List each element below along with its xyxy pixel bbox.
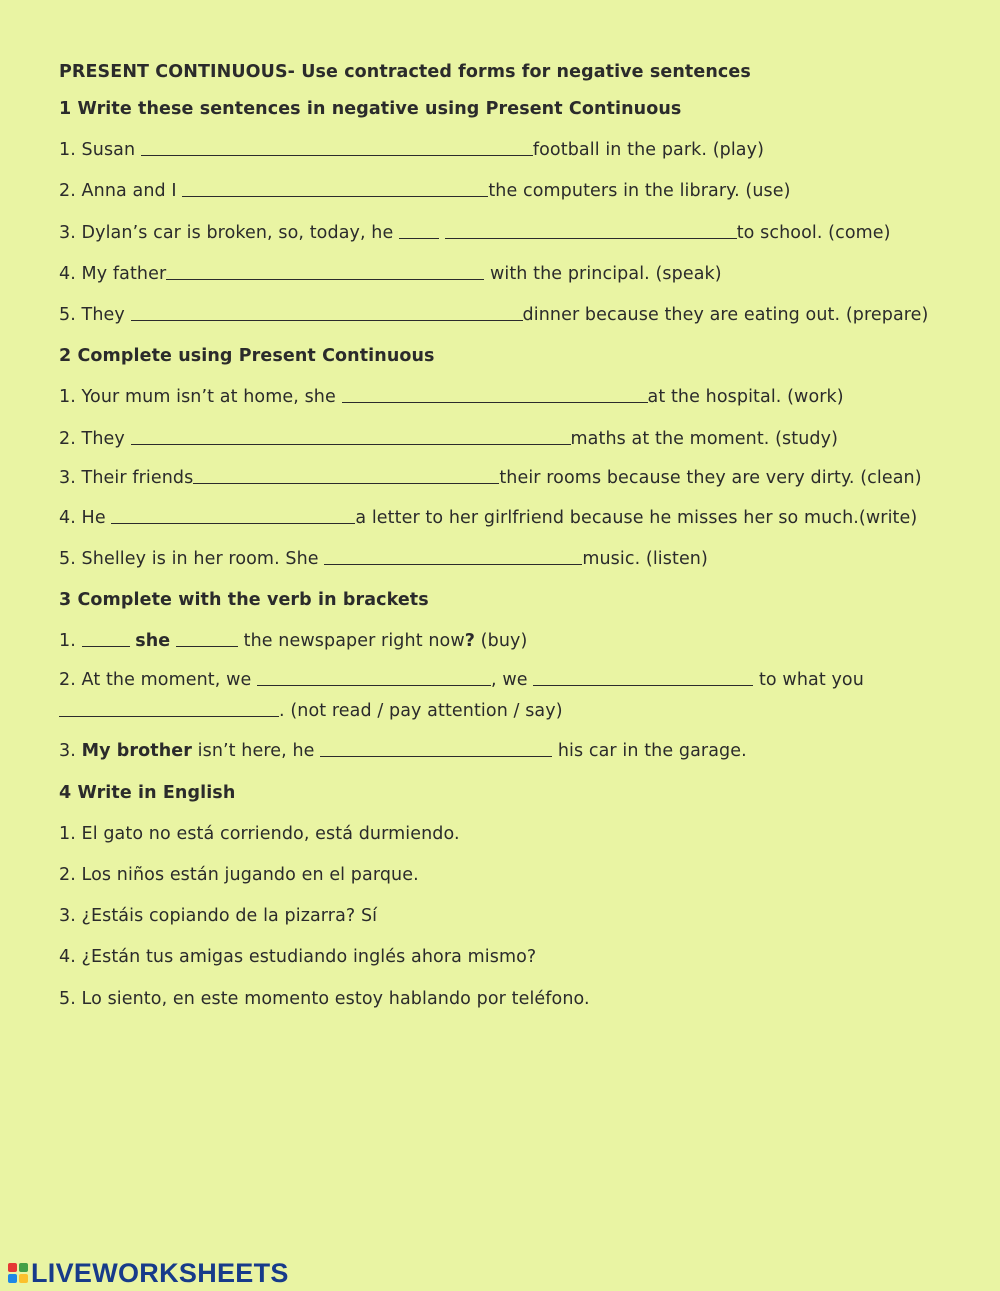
exercise-item: 4. My father with the principal. (speak) bbox=[59, 260, 959, 301]
translation-item: 3. ¿Estáis copiando de la pizarra? Sí bbox=[59, 906, 378, 927]
exercise-item: 5. They dinner because they are eating out. (prepare) bbox=[59, 301, 959, 342]
logo-text: LIVEWORKSHEETS bbox=[31, 1257, 289, 1288]
answer-blank[interactable] bbox=[59, 696, 279, 727]
answer-blank[interactable] bbox=[445, 219, 737, 247]
answer-blank[interactable] bbox=[320, 737, 552, 765]
exercise-item: 3. Dylan’s car is broken, so, today, he to school. (come) bbox=[59, 219, 959, 260]
logo-squares-icon bbox=[8, 1263, 28, 1283]
answer-blank[interactable] bbox=[324, 545, 582, 573]
page-title: PRESENT CONTINUOUS- Use contracted forms for negative sentences bbox=[59, 62, 751, 82]
exercise-item: 2. At the moment, we , we to what you. (not read / pay attention / say) bbox=[59, 665, 959, 727]
logo-square bbox=[19, 1263, 28, 1272]
section-heading: 2 Complete using Present Continuous bbox=[59, 346, 435, 367]
answer-blank[interactable] bbox=[141, 136, 533, 164]
translation-item: 4. ¿Están tus amigas estudiando inglés ahora mismo? bbox=[59, 947, 537, 968]
answer-blank[interactable] bbox=[111, 504, 355, 532]
logo-square bbox=[8, 1274, 17, 1283]
exercise-item: 3. Their friends their rooms because they are very dirty. (clean) bbox=[59, 463, 959, 494]
translation-item: 2. Los niños están jugando en el parque. bbox=[59, 865, 419, 885]
exercise-item: 1. she the newspaper right now? (buy) bbox=[59, 627, 959, 668]
answer-blank[interactable] bbox=[166, 260, 484, 288]
answer-blank[interactable] bbox=[257, 665, 491, 696]
answer-blank[interactable] bbox=[131, 301, 523, 329]
exercise-item: 1. Susan football in the park. (play) bbox=[59, 136, 959, 177]
translation-item: 1. El gato no está corriendo, está durmiendo. bbox=[59, 823, 460, 844]
answer-blank[interactable] bbox=[342, 383, 648, 411]
exercise-item: 3. My brother isn’t here, he his car in the garage. bbox=[59, 737, 959, 778]
worksheet bbox=[59, 58, 959, 1026]
section-heading: 1 Write these sentences in negative using Present Continuous bbox=[59, 99, 682, 119]
exercise-item: 2. They maths at the moment. (study) bbox=[59, 425, 959, 466]
answer-blank[interactable] bbox=[176, 627, 238, 655]
logo-square bbox=[8, 1263, 17, 1272]
section-heading: 3 Complete with the verb in brackets bbox=[59, 590, 429, 611]
section-heading: 4 Write in English bbox=[59, 782, 236, 803]
answer-blank[interactable] bbox=[82, 627, 130, 655]
logo-square bbox=[19, 1274, 28, 1283]
liveworksheets-logo[interactable] bbox=[8, 1258, 289, 1288]
answer-blank[interactable] bbox=[193, 463, 499, 494]
translation-item: 5. Lo siento, en este momento estoy hablando por teléfono. bbox=[59, 988, 590, 1009]
exercise-item: 5. Shelley is in her room. She music. (listen) bbox=[59, 545, 959, 586]
exercise-item: 2. Anna and I the computers in the library. (use) bbox=[59, 177, 959, 218]
answer-blank[interactable] bbox=[131, 425, 571, 453]
exercise-item: 1. Your mum isn’t at home, she at the hospital. (work) bbox=[59, 383, 959, 424]
answer-blank[interactable] bbox=[533, 665, 753, 696]
exercise-item: 4. He a letter to her girlfriend because he misses her so much.(write) bbox=[59, 504, 959, 545]
answer-blank[interactable] bbox=[182, 177, 488, 205]
answer-blank[interactable] bbox=[399, 219, 439, 247]
